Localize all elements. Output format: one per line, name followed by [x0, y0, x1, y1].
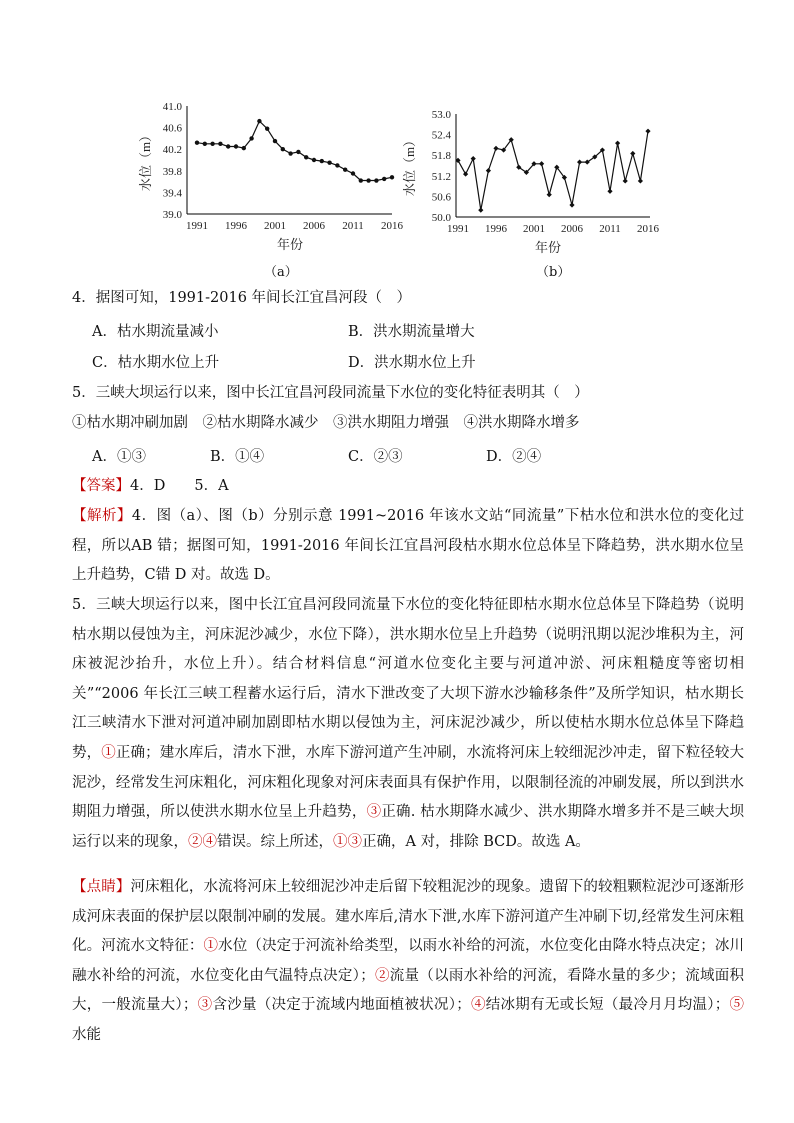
chart-b-point-1994 [478, 208, 483, 213]
analysis-p2-text-e: 正确，A 对，排除 BCD。故选 A。 [362, 833, 590, 850]
chart-a-point-1993 [210, 142, 214, 146]
chart-a-series [195, 119, 394, 183]
tips-label: 【点睛】 [72, 879, 131, 895]
chart-a-point-1997 [242, 146, 246, 150]
tips-text-4: 含沙量（决定于流域内地面植被状况）； [212, 997, 471, 1014]
analysis-label: 【解析】 [72, 508, 132, 524]
chart-b-yticks [432, 109, 452, 224]
chart-a-point-2003 [288, 151, 292, 155]
chart-b-point-2013 [623, 178, 628, 183]
chart-b-ytick-5: 50.0 [431, 212, 451, 224]
chart-a-xtick-2: 2001 [264, 220, 286, 232]
q4-option-c: C．枯水期水位上升 [92, 355, 220, 371]
chart-b-point-2011 [607, 189, 612, 194]
chart-a-point-2014 [374, 178, 378, 182]
chart-a-point-1995 [226, 144, 230, 148]
chart-a-xtick-3: 2006 [303, 220, 325, 232]
chart-b-xtick-4: 2011 [599, 223, 621, 235]
chart-a-xtick-5: 2016 [381, 220, 403, 232]
answer-label: 【答案】 [72, 478, 130, 494]
q5-option-d: D．②④ [486, 449, 542, 465]
tips-mark-1: ① [203, 938, 219, 955]
answer-line [72, 476, 229, 496]
chart-a-xticks [186, 220, 404, 232]
analysis-p2-text-a: 5．三峡大坝运行以来，图中长江宜昌河段同流量下水位的变化特征即枯水期水位总体呈下降趋势（说明枯水期以侵蚀为主，河床泥沙减少，水位下降），洪水期水位呈上升趋势（说明汛期以泥沙堆积为主，河床被泥沙抬升，水位上升）。结合材料信息“河道水位变化主要与河道冲淤、河床粗糙度等密切相关”“2006 年长江三峡工程蓄水运行后，清水下泄改变了大坝下游水沙输移条件”及所学知识，枯水期长江三峡清水下泄对河道冲刷加剧即枯水期以侵蚀为主，河床泥沙减少，所以使枯水期水位总体呈下降趋势， [72, 597, 744, 761]
chart-b-xtick-5: 2016 [637, 223, 659, 235]
chart-b [398, 100, 668, 255]
chart-b-xtick-0: 1991 [447, 223, 469, 235]
chart-b-point-2014 [630, 151, 635, 156]
chart-a-point-2008 [327, 161, 331, 165]
chart-b-ytick-3: 51.2 [431, 170, 451, 183]
tips-text-5: 结冰期有无或长短（最冷月月均温）； [485, 997, 730, 1014]
chart-a-point-2004 [296, 150, 300, 154]
tips-text-3: 流量（以雨水补给的河流，看降水量的多少；流域面积大，一般流量大）； [72, 967, 745, 1014]
analysis-p2-mark-1: ① [101, 744, 116, 761]
chart-a-xlabel: 年份 [276, 237, 304, 252]
chart-a-point-2009 [335, 163, 339, 167]
chart-a-ytick-4: 39.4 [162, 187, 182, 200]
chart-a-point-2007 [320, 159, 324, 163]
chart-a-ytick-0: 41.0 [162, 101, 182, 113]
tips-mark-4: ④ [470, 997, 486, 1014]
chart-b-point-2015 [638, 178, 643, 183]
question-5-stem: 5．三峡大坝运行以来，图中长江宜昌河段同流量下水位的变化特征表明其（ ） [72, 385, 589, 401]
chart-b-xtick-3: 2006 [561, 223, 583, 235]
chart-a-ytick-5: 39.0 [162, 209, 182, 221]
chart-b-point-1993 [471, 156, 476, 161]
chart-a-point-2016 [390, 175, 394, 179]
analysis-p2-text-c: 正确. 枯水期降水减少、洪水期降水增多并不是三峡大坝运行以来的现象， [72, 804, 745, 850]
tips-text-1: 河床粗化，水流将河床上较细泥沙冲走后留下较粗泥沙的现象。遗留下的较粗颗粒泥沙可逐渐形成河床表面的保护层以限制冲刷的发展。建水库后,清水下泄,水库下游河道产生冲刷下切,经常发生河床粗化。河流水文特征： [72, 879, 745, 955]
chart-b-point-1996 [493, 146, 498, 151]
chart-a-point-1998 [249, 136, 253, 140]
chart-a-point-1992 [203, 142, 207, 146]
tips-text-6: 水能 [72, 1026, 101, 1043]
chart-b-point-2002 [539, 161, 544, 166]
chart-a-point-2001 [273, 139, 277, 143]
chart-a-point-2011 [351, 171, 355, 175]
chart-a-ylabel [138, 129, 153, 191]
chart-b-ylabel-text: 水位（m） [402, 133, 417, 197]
chart-b-xlabel: 年份 [534, 240, 562, 255]
q5-option-a: A．①③ [92, 449, 146, 465]
chart-b-point-2012 [615, 141, 620, 146]
question-4-stem: 4．据图可知，1991-2016 年间长江宜昌河段（ ） [72, 290, 412, 306]
chart-a-point-1996 [234, 144, 238, 148]
chart-a-ytick-3: 39.8 [162, 165, 182, 178]
chart-a-xtick-1: 1996 [225, 220, 247, 232]
chart-a-caption: （a） [264, 265, 298, 280]
analysis-p2-mark-3: ③ [366, 804, 382, 821]
analysis-p1-text: 4．图（a）、图（b）分别示意 1991~2016 年该水文站“同流量”下枯水位和洪水位的变化过程，所以AB 错；据图可知，1991-2016 年间长江宜昌河段枯水期水位总体呈下降趋势，洪水期水位呈上升趋势，C错 D 对。故选 D。 [72, 508, 744, 584]
chart-a-point-2015 [382, 177, 386, 181]
answer-text: 4．D 5．A [130, 478, 229, 494]
chart-a-ytick-2: 40.2 [162, 144, 182, 157]
chart-a-ylabel-text: 水位（m） [138, 128, 153, 192]
q4-option-a: A．枯水期流量减小 [92, 324, 219, 340]
chart-b-ytick-4: 50.6 [431, 191, 451, 204]
tips-mark-3: ③ [197, 997, 213, 1014]
chart-b-point-2006 [569, 202, 574, 207]
question-5-items: ①枯水期冲刷加剧 ②枯水期降水减少 ③洪水期阻力增强 ④洪水期降水增多 [72, 415, 580, 431]
analysis-p2-text-d: 错误。综上所述， [217, 833, 333, 850]
chart-a-xtick-0: 1991 [186, 220, 208, 232]
q5-option-c: C．②③ [348, 449, 403, 465]
chart-a-point-1994 [218, 142, 222, 146]
chart-a-point-2012 [359, 178, 363, 182]
analysis-p2-mark-13: ①③ [333, 833, 362, 850]
chart-a-point-1991 [195, 141, 199, 145]
chart-b-point-1995 [486, 168, 491, 173]
chart-a-point-2010 [343, 168, 347, 172]
chart-a-line [197, 121, 392, 180]
analysis-p2-text-b: 正确；建水库后，清水下泄，水库下游河道产生冲刷，水流将河床上较细泥沙冲走，留下粒径较大泥沙，经常发生河床粗化，河床粗化现象对河床表面具有保护作用，以限制径流的冲刷发展，所以到洪水期阻力增强，所以使洪水期水位呈上升趋势， [72, 744, 745, 821]
chart-b-point-2003 [547, 192, 552, 197]
chart-b-xtick-1: 1996 [485, 223, 507, 235]
chart-a-xtick-4: 2011 [342, 220, 364, 232]
tips-paragraph [72, 873, 744, 1051]
chart-b-xticks [447, 223, 660, 235]
chart-b-xtick-2: 2001 [523, 223, 545, 235]
tips-text-2: 水位（决定于河流补给类型，以雨水补给的河流，水位变化由降水特点决定；冰川融水补给的河流，水位变化由气温特点决定）； [72, 938, 745, 984]
analysis-paragraph-2 [72, 591, 744, 857]
chart-a-point-2000 [265, 126, 269, 130]
chart-b-point-1992 [463, 171, 468, 176]
q5-option-b: B．①④ [210, 449, 265, 465]
chart-a-point-2006 [312, 158, 316, 162]
q4-option-b: B．洪水期流量增大 [348, 324, 475, 340]
chart-a-yticks [163, 101, 183, 221]
chart-b-ytick-2: 51.8 [431, 150, 451, 163]
tips-mark-5: ⑤ [729, 997, 745, 1014]
chart-a-point-2002 [281, 147, 285, 151]
chart-b-series [455, 129, 650, 213]
q4-option-d: D．洪水期水位上升 [348, 355, 476, 371]
analysis-paragraph-1 [72, 502, 744, 591]
chart-a [130, 92, 405, 254]
tips-mark-2: ② [374, 967, 390, 984]
chart-a-ytick-1: 40.6 [162, 122, 182, 135]
chart-b-point-2016 [645, 129, 650, 134]
chart-b-point-2007 [577, 159, 582, 164]
chart-b-ylabel [402, 134, 417, 196]
chart-a-point-2005 [304, 155, 308, 159]
analysis-p2-mark-24: ②④ [188, 833, 217, 850]
chart-b-ytick-0: 53.0 [431, 109, 451, 121]
chart-a-point-1999 [257, 119, 261, 123]
chart-a-point-2013 [366, 178, 370, 182]
chart-b-caption: （b） [536, 265, 571, 280]
chart-b-ytick-1: 52.4 [431, 129, 451, 142]
